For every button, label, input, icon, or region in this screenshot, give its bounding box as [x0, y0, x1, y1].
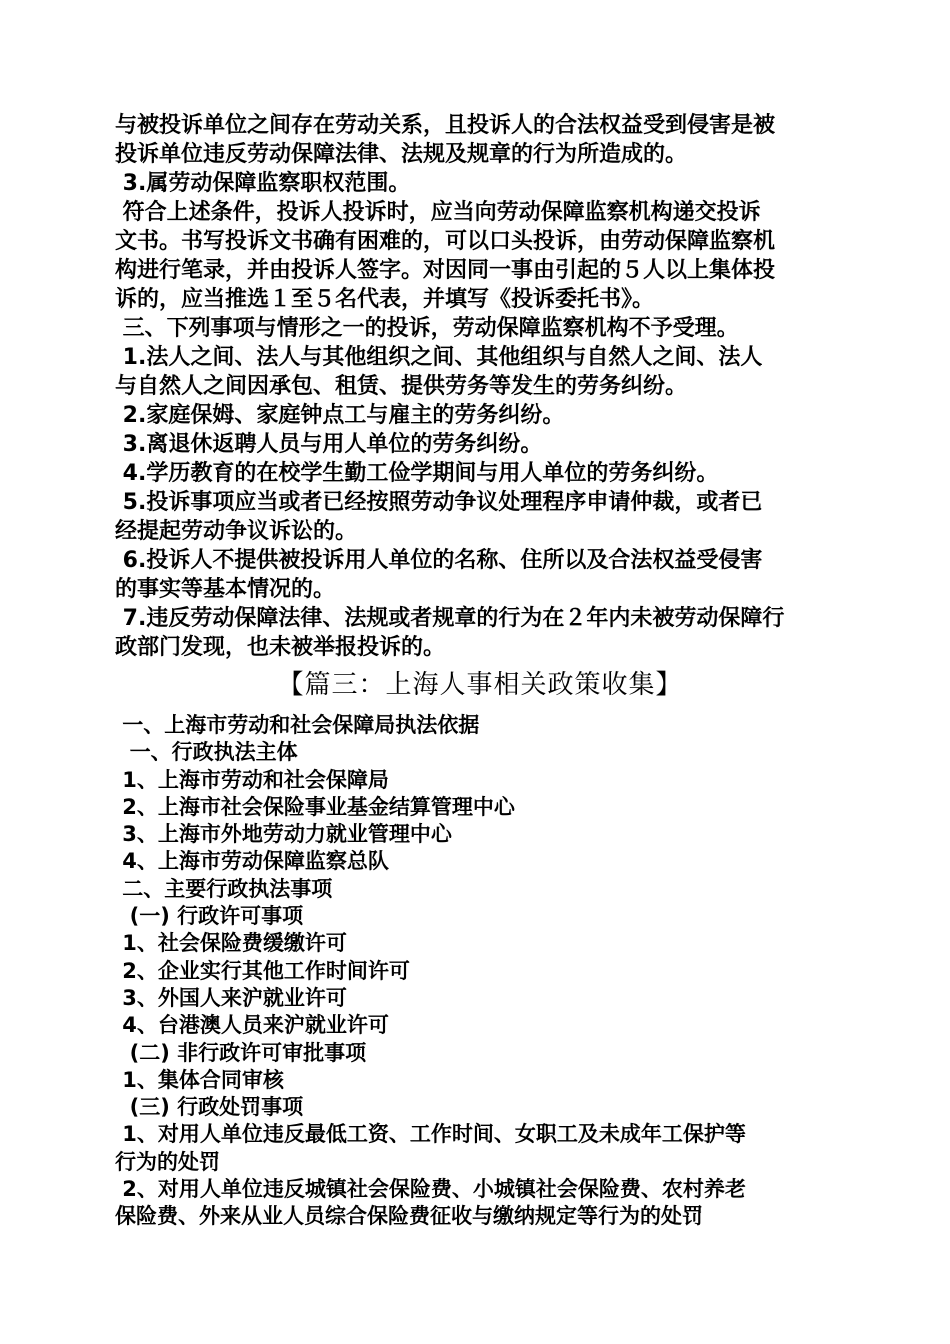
- text-line: (一) 行政许可事项: [115, 904, 304, 929]
- text-line: 与被投诉单位之间存在劳动关系，且投诉人的合法权益受到侵害是被: [115, 113, 776, 138]
- text-line: 3、上海市外地劳动力就业管理中心: [115, 822, 452, 847]
- text-line: 经提起劳动争议诉讼的。: [115, 519, 358, 544]
- text-line: 1、上海市劳动和社会保障局: [115, 767, 389, 792]
- text-line: 6.投诉人不提供被投诉用人单位的名称、住所以及合法权益受侵害: [115, 548, 763, 573]
- text-line: 行为的处罚: [115, 1149, 220, 1174]
- section-heading: 【篇三：上海人事相关政策收集】: [277, 670, 683, 700]
- text-line: 4、上海市劳动保障监察总队: [115, 849, 389, 874]
- text-line: 4、台港澳人员来沪就业许可: [115, 1013, 389, 1038]
- text-block-shanghai-policy: [115, 712, 845, 1231]
- text-line: 一、上海市劳动和社会保障局执法依据: [115, 713, 480, 737]
- text-line: 1、集体合同审核: [115, 1067, 284, 1092]
- text-line: 二、主要行政执法事项: [115, 876, 333, 901]
- text-line: 投诉单位违反劳动保障法律、法规及规章的行为所造成的。: [115, 142, 688, 167]
- text-line: 2、企业实行其他工作时间许可: [115, 958, 410, 983]
- text-line: 2、对用人单位违反城镇社会保险费、小城镇社会保险费、农村养老: [115, 1177, 746, 1202]
- text-line: 文书。书写投诉文书确有困难的，可以口头投诉，由劳动保障监察机: [115, 229, 776, 254]
- text-line: 三、下列事项与情形之一的投诉，劳动保障监察机构不予受理。: [115, 316, 739, 341]
- text-line: 7.违反劳动保障法律、法规或者规章的行为在２年内未被劳动保障行: [115, 606, 785, 631]
- text-block-complaints: [115, 111, 845, 662]
- text-line: 构进行笔录，并由投诉人签字。对因同一事由引起的５人以上集体投: [115, 258, 776, 283]
- text-line: 2.家庭保姆、家庭钟点工与雇主的劳务纠纷。: [115, 403, 565, 428]
- text-line: 2、上海市社会保险事业基金结算管理中心: [115, 794, 515, 819]
- text-line: 1、社会保险费缓缴许可: [115, 931, 347, 956]
- text-line: 3、外国人来沪就业许可: [115, 985, 347, 1010]
- text-line: 符合上述条件，投诉人投诉时，应当向劳动保障监察机构递交投诉: [115, 200, 761, 225]
- text-line: 诉的，应当推选１至５名代表，并填写《投诉委托书》。: [115, 287, 655, 312]
- text-line: 4.学历教育的在校学生勤工俭学期间与用人单位的劳务纠纷。: [115, 461, 719, 486]
- text-line: 1、对用人单位违反最低工资、工作时间、女职工及未成年工保护等: [115, 1122, 746, 1147]
- text-line: (三) 行政处罚事项: [115, 1095, 304, 1120]
- text-line: 保险费、外来从业人员综合保险费征收与缴纳规定等行为的处罚: [115, 1204, 703, 1229]
- text-line: 5.投诉事项应当或者已经按照劳动争议处理程序申请仲裁，或者已: [115, 490, 763, 515]
- text-line: 与自然人之间因承包、租赁、提供劳务等发生的劳务纠纷。: [115, 374, 688, 399]
- text-line: 3.属劳动保障监察职权范围。: [115, 171, 411, 196]
- text-line: 政部门发现，也未被举报投诉的。: [115, 635, 446, 660]
- document-page: [115, 111, 845, 1231]
- text-line: 3.离退休返聘人员与用人单位的劳务纠纷。: [115, 432, 543, 457]
- text-line: 1.法人之间、法人与其他组织之间、其他组织与自然人之间、法人: [115, 345, 763, 370]
- text-line: 的事实等基本情况的。: [115, 577, 336, 602]
- text-line: (二) 非行政许可审批事项: [115, 1040, 367, 1065]
- text-line: 一、行政执法主体: [115, 740, 298, 765]
